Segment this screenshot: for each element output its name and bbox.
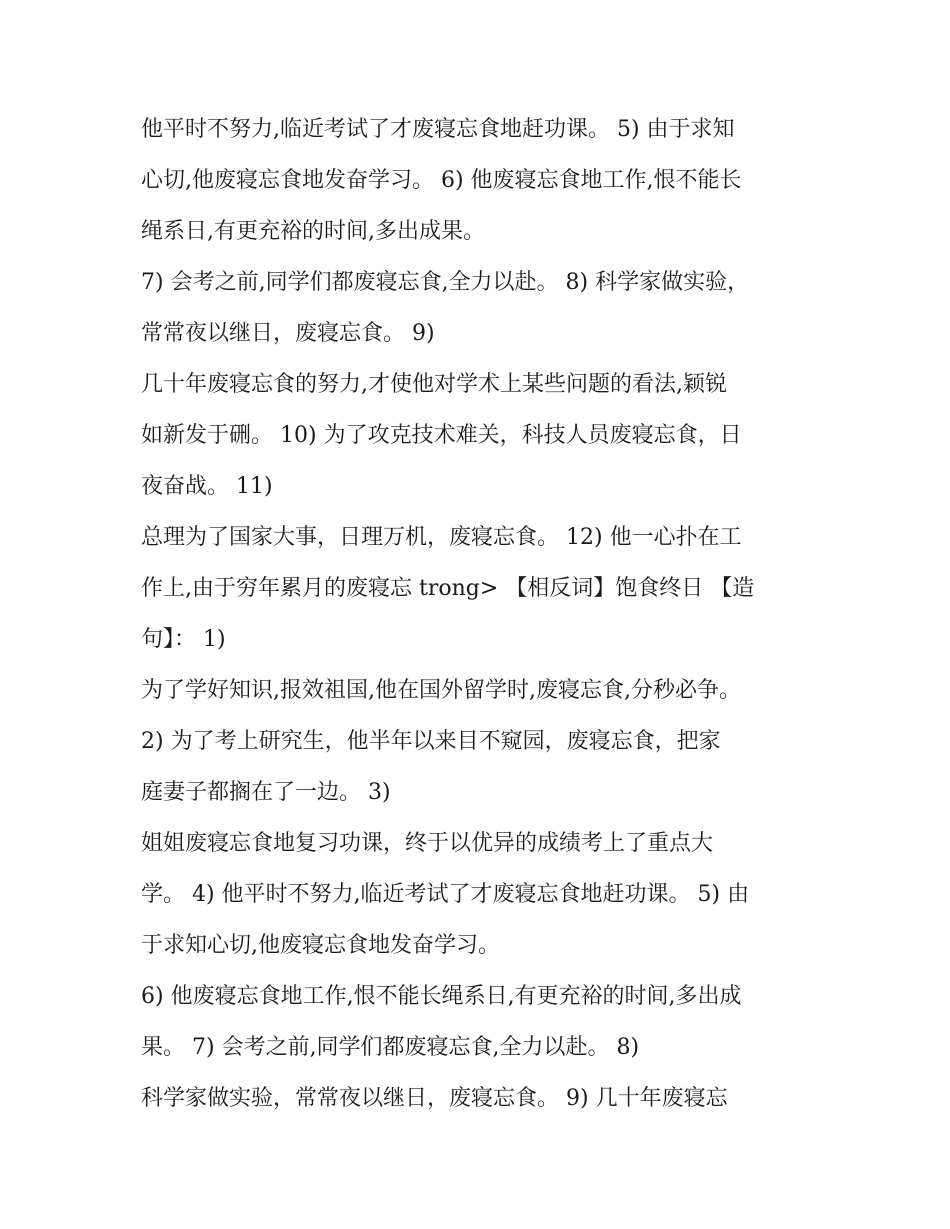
- text-line-5: 常常夜以继日，废寝忘食。 9): [141, 321, 435, 346]
- text-line-7: 如新发于硎。 10) 为了攻克技术难关，科技人员废寝忘食，日: [141, 423, 742, 448]
- text-line-11: 句】： 1): [141, 627, 226, 652]
- text-line-17: 于求知心切,他废寝忘食地发奋学习。: [141, 933, 500, 958]
- text-line-12: 为了学好知识,报效祖国,他在国外留学时,废寝忘食,分秒必争。: [141, 678, 741, 703]
- text-line-20: 科学家做实验，常常夜以继日，废寝忘食。 9) 几十年废寝忘: [141, 1086, 728, 1111]
- text-line-10: 作上,由于穷年累月的废寝忘 trong> 【相反词】饱食终日 【造: [141, 576, 755, 601]
- text-line-6: 几十年废寝忘食的努力,才使他对学术上某些问题的看法,颖锐: [141, 372, 727, 397]
- text-line-2: 心切,他废寝忘食地发奋学习。 6) 他废寝忘食地工作,恨不能长: [141, 168, 742, 193]
- text-line-1: 他平时不努力,临近考试了才废寝忘食地赶功课。 5) 由于求知: [141, 117, 735, 142]
- text-line-13: 2) 为了考上研究生，他半年以来目不窥园，废寝忘食，把家: [141, 729, 721, 754]
- text-line-14: 庭妻子都搁在了一边。 3): [141, 780, 391, 805]
- text-line-18: 6) 他废寝忘食地工作,恨不能长绳系日,有更充裕的时间,多出成: [141, 984, 742, 1009]
- text-line-15: 姐姐废寝忘食地复习功课，终于以优异的成绩考上了重点大: [141, 831, 714, 856]
- document-body: [141, 104, 821, 1124]
- text-line-19: 果。 7) 会考之前,同学们都废寝忘食,全力以赴。 8): [141, 1035, 640, 1060]
- text-line-16: 学。 4) 他平时不努力,临近考试了才废寝忘食地赶功课。 5) 由: [141, 882, 750, 907]
- text-line-8: 夜奋战。 11): [141, 474, 273, 499]
- text-line-4: 7) 会考之前,同学们都废寝忘食,全力以赴。 8) 科学家做实验，: [141, 270, 750, 295]
- text-line-3: 绳系日,有更充裕的时间,多出成果。: [141, 219, 485, 244]
- text-line-9: 总理为了国家大事，日理万机，废寝忘食。 12) 他一心扑在工: [141, 525, 742, 550]
